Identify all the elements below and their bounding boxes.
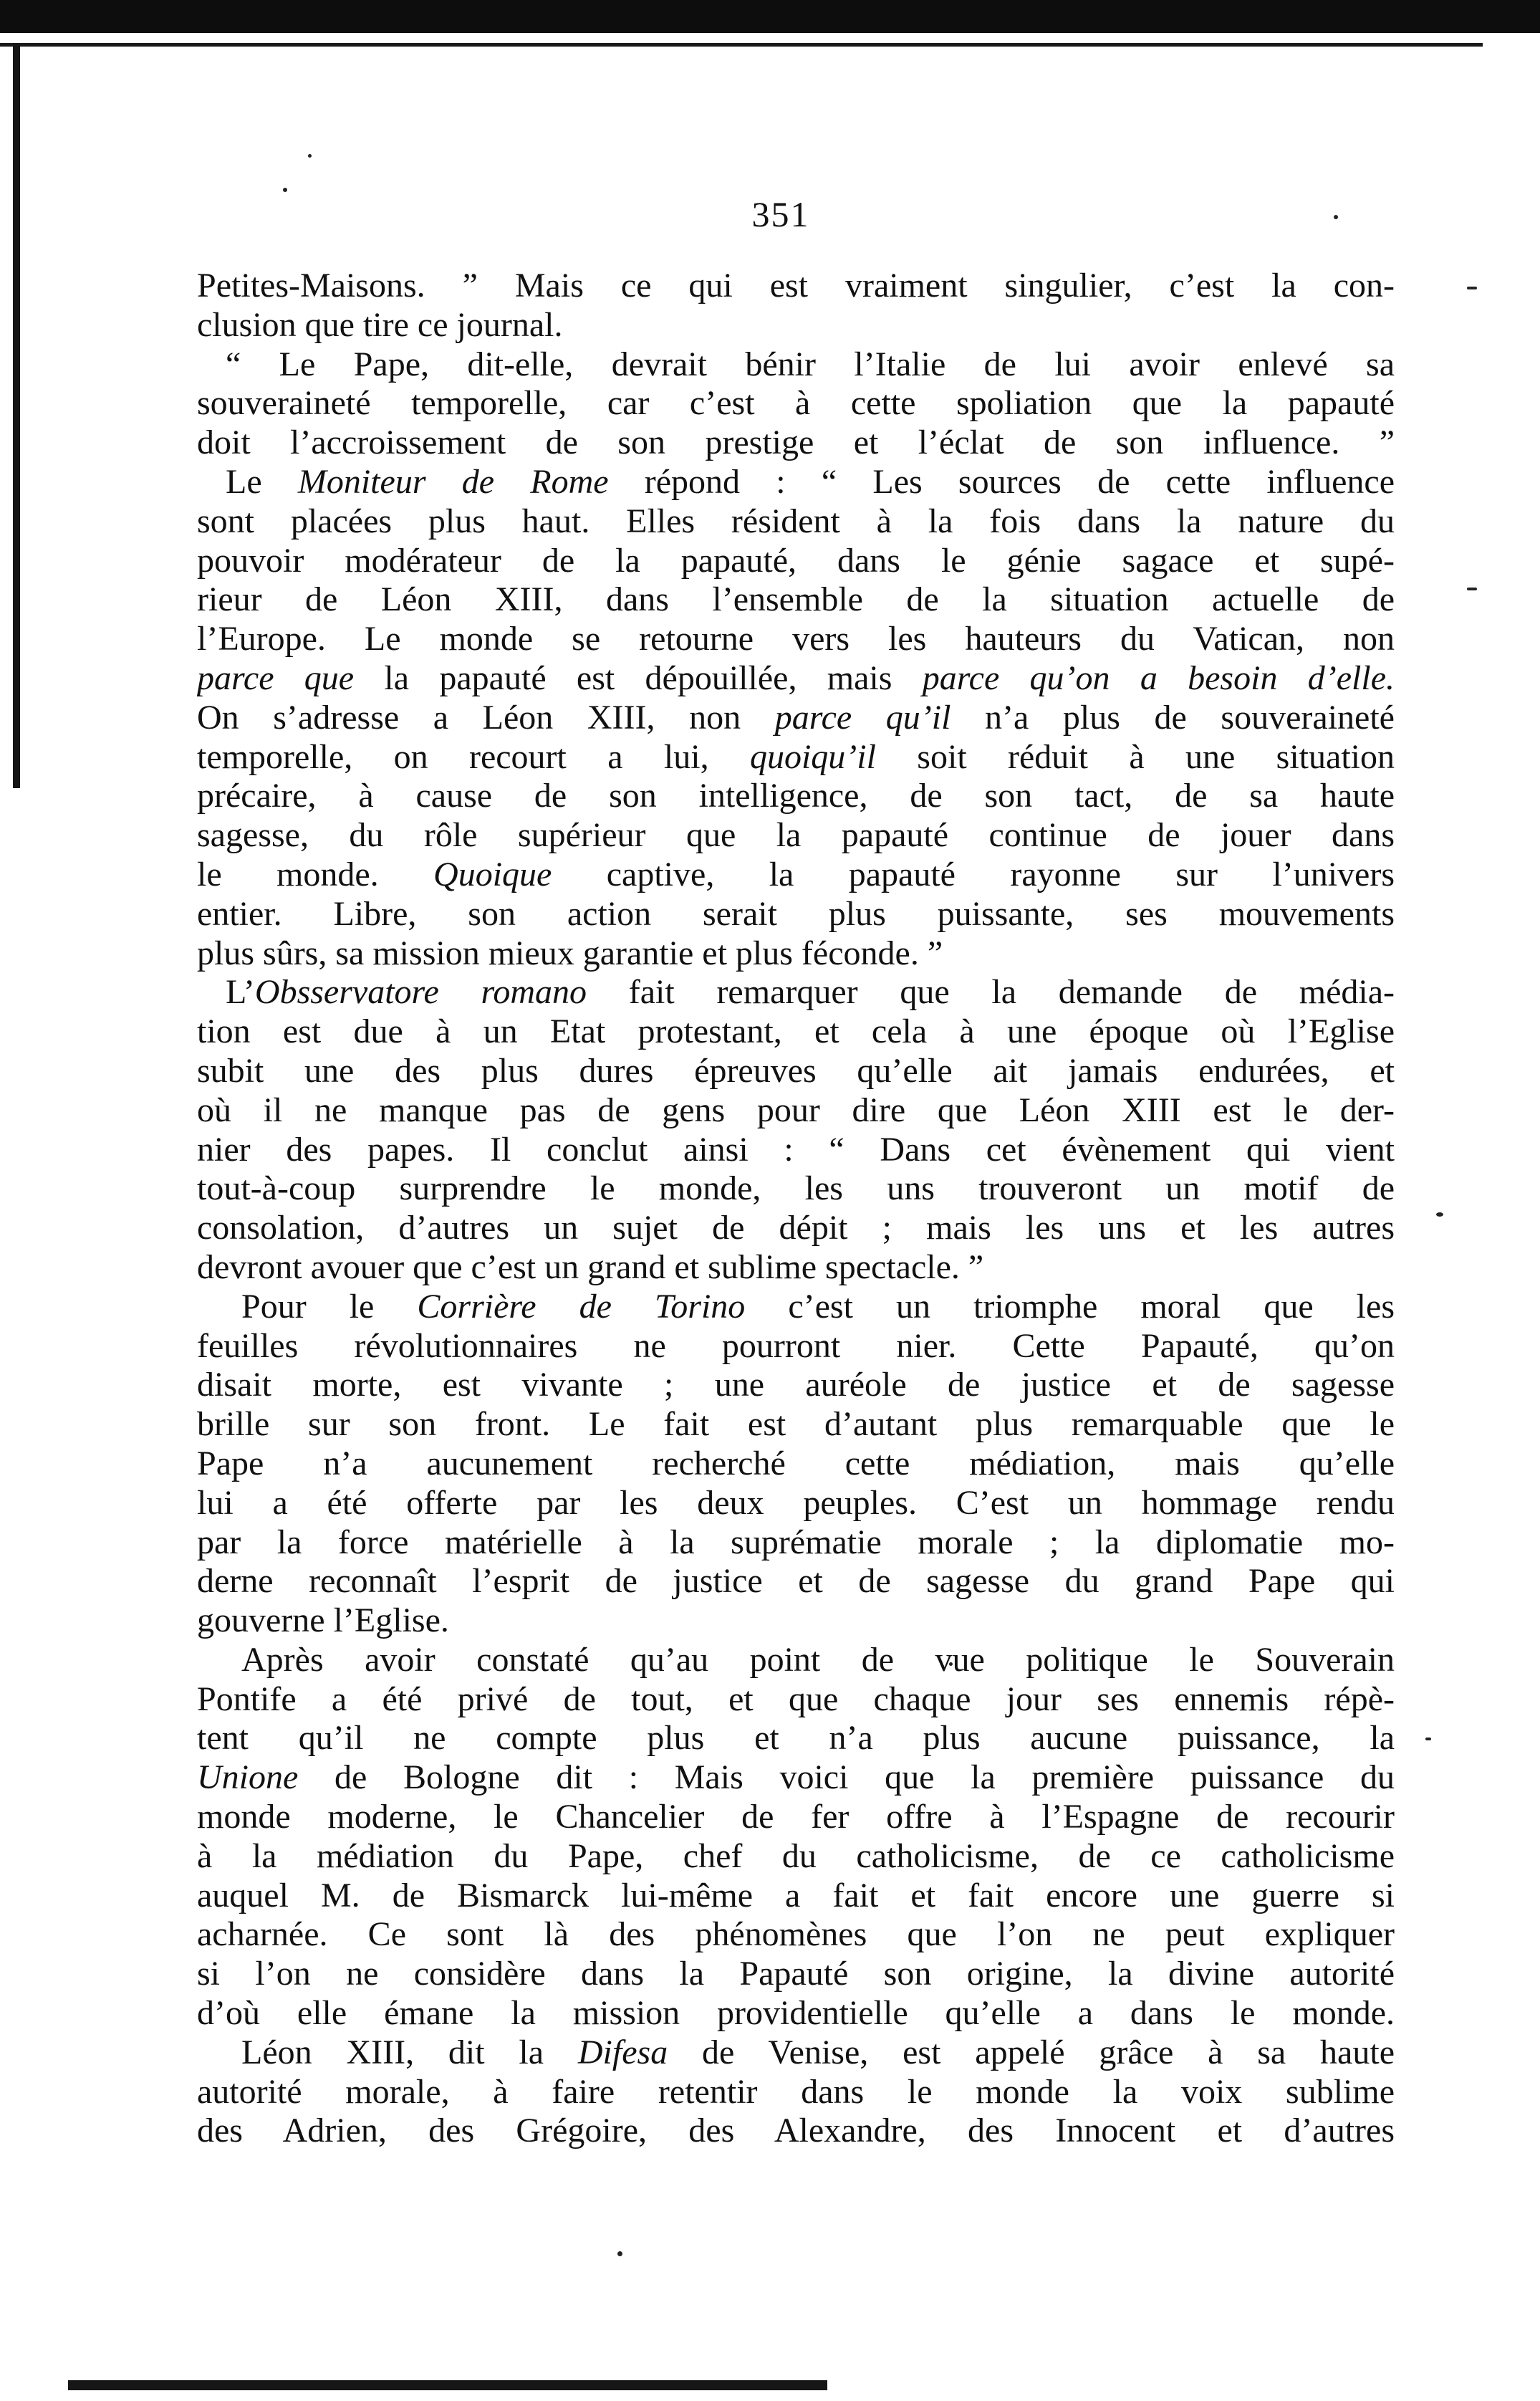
text-segment: répond : “ Les sources de cette influence bbox=[608, 462, 1395, 501]
text-line: Pape n’a aucunement recherché cette médiation, mais qu’elle bbox=[197, 1444, 1395, 1482]
publication-title: Difesa bbox=[577, 2033, 668, 2071]
scan-speck bbox=[1467, 588, 1477, 590]
text-line: Après avoir constaté qu’au point de vue politique le Souverain bbox=[241, 1640, 1395, 1679]
publication-title: Moniteur de Rome bbox=[297, 462, 609, 501]
text-line: auquel M. de Bismarck lui-même a fait et fait encore une guerre si bbox=[197, 1876, 1395, 1914]
text-line: clusion que tire ce journal. bbox=[197, 305, 563, 344]
text-line: subit une des plus dures épreuves qu’elle ait jamais endurées, et bbox=[197, 1051, 1395, 1090]
text-segment: On s’adresse a Léon XIII, non bbox=[197, 698, 775, 737]
scan-speck bbox=[1334, 215, 1338, 219]
text-segment: L’ bbox=[226, 973, 255, 1012]
text-line: tion est due à un Etat protestant, et cela à une époque où l’Eglise bbox=[197, 1012, 1395, 1051]
text-segment: Pour le bbox=[241, 1287, 418, 1326]
emphasis-text: quoiqu’il bbox=[749, 737, 876, 776]
text-line: sagesse, du rôle supérieur que la papauté continue de jouer dans bbox=[197, 816, 1395, 855]
text-line: pouvoir modérateur de la papauté, dans le génie sagace et supé- bbox=[197, 541, 1395, 580]
emphasis-text: Quoique bbox=[433, 855, 552, 893]
text-line bbox=[197, 659, 1395, 699]
publication-title: Corrière de Torino bbox=[417, 1287, 746, 1326]
text-line: d’où elle émane la mission providentielle qu’elle a dans le monde. bbox=[197, 1994, 1395, 2033]
text-segment: de Venise, est appelé grâce à sa haute bbox=[668, 2033, 1395, 2071]
text-segment: c’est un triomphe moral que les bbox=[745, 1287, 1395, 1326]
text-segment: la papauté est dépouillée, mais bbox=[354, 658, 923, 697]
scan-speck bbox=[308, 154, 312, 158]
emphasis-text: parce que bbox=[197, 658, 355, 697]
text-line bbox=[197, 2033, 1395, 2073]
text-segment: fait remarquer que la demande de média- bbox=[587, 973, 1395, 1012]
text-segment: captive, la papauté rayonne sur l’univers bbox=[552, 855, 1395, 893]
text-line: à la médiation du Pape, chef du catholicisme, de ce catholicisme bbox=[197, 1836, 1395, 1875]
scan-left-border bbox=[13, 43, 20, 788]
text-line: feuilles révolutionnaires ne pourront nier. Cette Papauté, qu’on bbox=[197, 1326, 1395, 1365]
scan-bottom-border bbox=[68, 2380, 827, 2390]
text-line: par la force matérielle à la suprématie morale ; la diplomatie mo- bbox=[197, 1523, 1395, 1561]
text-line: où il ne manque pas de gens pour dire que Léon XIII est le der- bbox=[197, 1091, 1395, 1129]
text-line: tout-à-coup surprendre le monde, les uns trouveront un motif de bbox=[197, 1169, 1395, 1208]
text-line: sont placées plus haut. Elles résident à la fois dans la nature du bbox=[197, 502, 1395, 540]
text-line: Petites-Maisons. ” Mais ce qui est vraiment singulier, c’est la con- bbox=[197, 267, 1395, 305]
text-line: autorité morale, à faire retentir dans le monde la voix sublime bbox=[197, 2072, 1395, 2111]
emphasis-text: parce qu’il bbox=[774, 698, 951, 737]
scan-speck bbox=[1436, 1212, 1443, 1217]
text-segment: n’a plus de souveraineté bbox=[951, 698, 1395, 737]
text-line bbox=[197, 1288, 1395, 1327]
scan-speck bbox=[283, 188, 287, 192]
text-line bbox=[197, 973, 1395, 1012]
emphasis-text: parce qu’on a besoin d’elle. bbox=[922, 658, 1395, 697]
text-line: nier des papes. Il conclut ainsi : “ Dans cet évènement qui vient bbox=[197, 1130, 1395, 1169]
text-line: rieur de Léon XIII, dans l’ensemble de la situation actuelle de bbox=[197, 580, 1395, 619]
text-line bbox=[197, 1758, 1395, 1798]
text-segment: Léon XIII, dit la bbox=[241, 2033, 578, 2071]
body-text bbox=[197, 267, 1395, 2151]
text-line: des Adrien, des Grégoire, des Alexandre, des Innocent et d’autres bbox=[197, 2112, 1395, 2150]
text-line: brille sur son front. Le fait est d’autant plus remarquable que le bbox=[197, 1405, 1395, 1444]
page-number-text: 351 bbox=[751, 194, 810, 234]
text-line: Pontife a été privé de tout, et que chaque jour ses ennemis répè- bbox=[197, 1679, 1395, 1718]
text-line: souveraineté temporelle, car c’est à cette spoliation que la papauté bbox=[197, 384, 1395, 423]
text-line: “ Le Pape, dit-elle, devrait bénir l’Italie de lui avoir enlevé sa bbox=[226, 345, 1395, 383]
text-segment: soit réduit à une situation bbox=[875, 737, 1395, 776]
publication-title: Unione bbox=[197, 1758, 299, 1797]
text-segment: Le bbox=[226, 462, 298, 501]
text-line: entier. Libre, son action serait plus puissante, ses mouvements bbox=[197, 894, 1395, 933]
publication-title: Obsservatore romano bbox=[254, 973, 587, 1012]
text-line: plus sûrs, sa mission mieux garantie et plus féconde. ” bbox=[197, 934, 943, 972]
text-line: acharnée. Ce sont là des phénomènes que l’on ne peut expliquer bbox=[197, 1915, 1395, 1954]
text-line bbox=[197, 738, 1395, 777]
text-line: derne reconnaît l’esprit de justice et de sagesse du grand Pape qui bbox=[197, 1562, 1395, 1601]
text-line: gouverne l’Eglise. bbox=[197, 1601, 449, 1640]
scan-speck bbox=[617, 2251, 622, 2256]
text-segment: temporelle, on recourt a lui, bbox=[197, 737, 750, 776]
scan-speck bbox=[1467, 287, 1477, 289]
text-line: si l’on ne considère dans la Papauté son origine, la divine autorité bbox=[197, 1955, 1395, 1993]
text-line: lui a été offerte par les deux peuples. C’est un hommage rendu bbox=[197, 1483, 1395, 1522]
text-line bbox=[197, 856, 1395, 895]
text-segment: le monde. bbox=[197, 855, 434, 893]
text-segment: de Bologne dit : Mais voici que la première puissance du bbox=[298, 1758, 1395, 1797]
text-line: consolation, d’autres un sujet de dépit ; mais les uns et les autres bbox=[197, 1209, 1395, 1247]
text-line: tent qu’il ne compte plus et n’a plus aucune puissance, la bbox=[197, 1719, 1395, 1758]
text-line: doit l’accroissement de son prestige et l’éclat de son influence. ” bbox=[197, 423, 1395, 462]
text-line: précaire, à cause de son intelligence, de son tact, de sa haute bbox=[197, 777, 1395, 815]
text-line bbox=[197, 699, 1395, 738]
text-line: l’Europe. Le monde se retourne vers les hauteurs du Vatican, non bbox=[197, 620, 1395, 658]
page-number bbox=[688, 193, 874, 235]
scan-top-rule bbox=[0, 43, 1483, 47]
scan-speck bbox=[1425, 1738, 1431, 1740]
scan-top-border bbox=[0, 0, 1540, 33]
text-line: devront avouer que c’est un grand et sublime spectacle. ” bbox=[197, 1247, 984, 1286]
text-line: disait morte, est vivante ; une auréole de justice et de sagesse bbox=[197, 1366, 1395, 1404]
text-line bbox=[197, 463, 1395, 502]
text-line: monde moderne, le Chancelier de fer offre à l’Espagne de recourir bbox=[197, 1798, 1395, 1836]
